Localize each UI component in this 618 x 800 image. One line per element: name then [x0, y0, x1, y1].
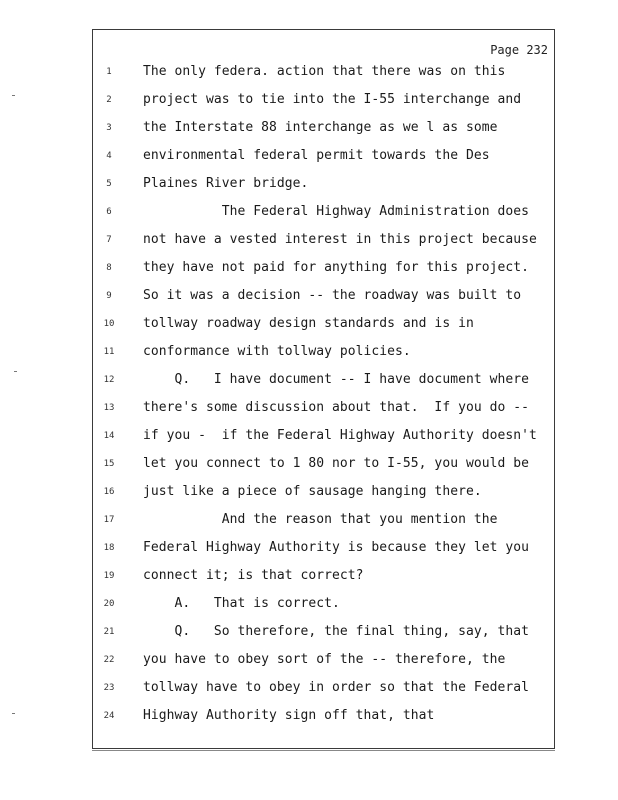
line-text: just like a piece of sausage hanging there. [143, 484, 482, 499]
line-number: 7 [106, 235, 112, 245]
transcript-line [93, 680, 554, 700]
line-number: 15 [103, 459, 115, 469]
line-text: connect it; is that correct? [143, 568, 364, 583]
line-number: 23 [103, 683, 115, 693]
transcript-line [93, 344, 554, 364]
line-number: 3 [106, 123, 112, 133]
line-text: And the reason that you mention the [143, 512, 498, 527]
line-number: 13 [103, 403, 115, 413]
line-text: A. That is correct. [143, 596, 340, 611]
transcript-line [93, 176, 554, 196]
line-number: 22 [103, 655, 115, 665]
transcript-line [93, 652, 554, 672]
transcript-line [93, 400, 554, 420]
line-text: So it was a decision -- the roadway was built to [143, 288, 522, 303]
line-text: environmental federal permit towards the Des [143, 148, 490, 163]
line-number: 1 [106, 67, 112, 77]
transcript-line [93, 708, 554, 728]
transcript-line [93, 484, 554, 504]
line-number: 12 [103, 375, 115, 385]
scan-speck [14, 371, 17, 372]
transcript-line [93, 64, 554, 84]
transcript-line [93, 232, 554, 252]
line-text: tollway have to obey in order so that the Federal [143, 680, 529, 695]
transcript-line [93, 148, 554, 168]
line-number: 14 [103, 431, 115, 441]
line-text: Highway Authority sign off that, that [143, 708, 435, 723]
line-number: 10 [103, 319, 115, 329]
line-text: project was to tie into the I-55 interchange and [143, 92, 522, 107]
line-number: 2 [106, 95, 112, 105]
line-number: 20 [103, 599, 115, 609]
transcript-line [93, 260, 554, 280]
line-text: they have not paid for anything for this project. [143, 260, 529, 275]
transcript-line [93, 624, 554, 644]
transcript-line [93, 540, 554, 560]
line-text: let you connect to 1 80 nor to I-55, you would be [143, 456, 529, 471]
line-number: 9 [106, 291, 112, 301]
transcript-line [93, 204, 554, 224]
line-text: if you - if the Federal Highway Authority doesn't [143, 428, 537, 443]
line-text: not have a vested interest in this project because [143, 232, 537, 247]
line-number: 6 [106, 207, 112, 217]
line-number: 18 [103, 543, 115, 553]
line-text: Q. So therefore, the final thing, say, that [143, 624, 529, 639]
transcript-line [93, 120, 554, 140]
line-text: you have to obey sort of the -- therefore, the [143, 652, 506, 667]
line-text: The Federal Highway Administration does [143, 204, 529, 219]
transcript-line [93, 596, 554, 616]
line-number: 8 [106, 263, 112, 273]
scan-speck [12, 95, 15, 96]
transcript-line [93, 428, 554, 448]
transcript-line [93, 456, 554, 476]
line-number: 24 [103, 711, 115, 721]
transcript-line [93, 568, 554, 588]
line-number: 5 [106, 179, 112, 189]
transcript-line [93, 288, 554, 308]
transcript-line [93, 372, 554, 392]
line-text: the Interstate 88 interchange as we l as some [143, 120, 498, 135]
page-number: Page 232 [490, 43, 548, 57]
line-number: 17 [103, 515, 115, 525]
transcript-line [93, 512, 554, 532]
line-text: tollway roadway design standards and is in [143, 316, 474, 331]
line-number: 4 [106, 151, 112, 161]
line-number: 11 [103, 347, 115, 357]
transcript-page [92, 29, 555, 749]
transcript-line [93, 316, 554, 336]
line-number: 21 [103, 627, 115, 637]
line-number: 19 [103, 571, 115, 581]
line-text: Plaines River bridge. [143, 176, 309, 191]
line-text: conformance with tollway policies. [143, 344, 411, 359]
scan-bottom-edge [92, 750, 555, 751]
line-text: The only federa. action that there was on this [143, 64, 506, 79]
line-text: there's some discussion about that. If you do -- [143, 400, 529, 415]
line-text: Federal Highway Authority is because they let you [143, 540, 529, 555]
line-number: 16 [103, 487, 115, 497]
line-text: Q. I have document -- I have document where [143, 372, 529, 387]
scan-speck [12, 713, 15, 714]
transcript-line [93, 92, 554, 112]
